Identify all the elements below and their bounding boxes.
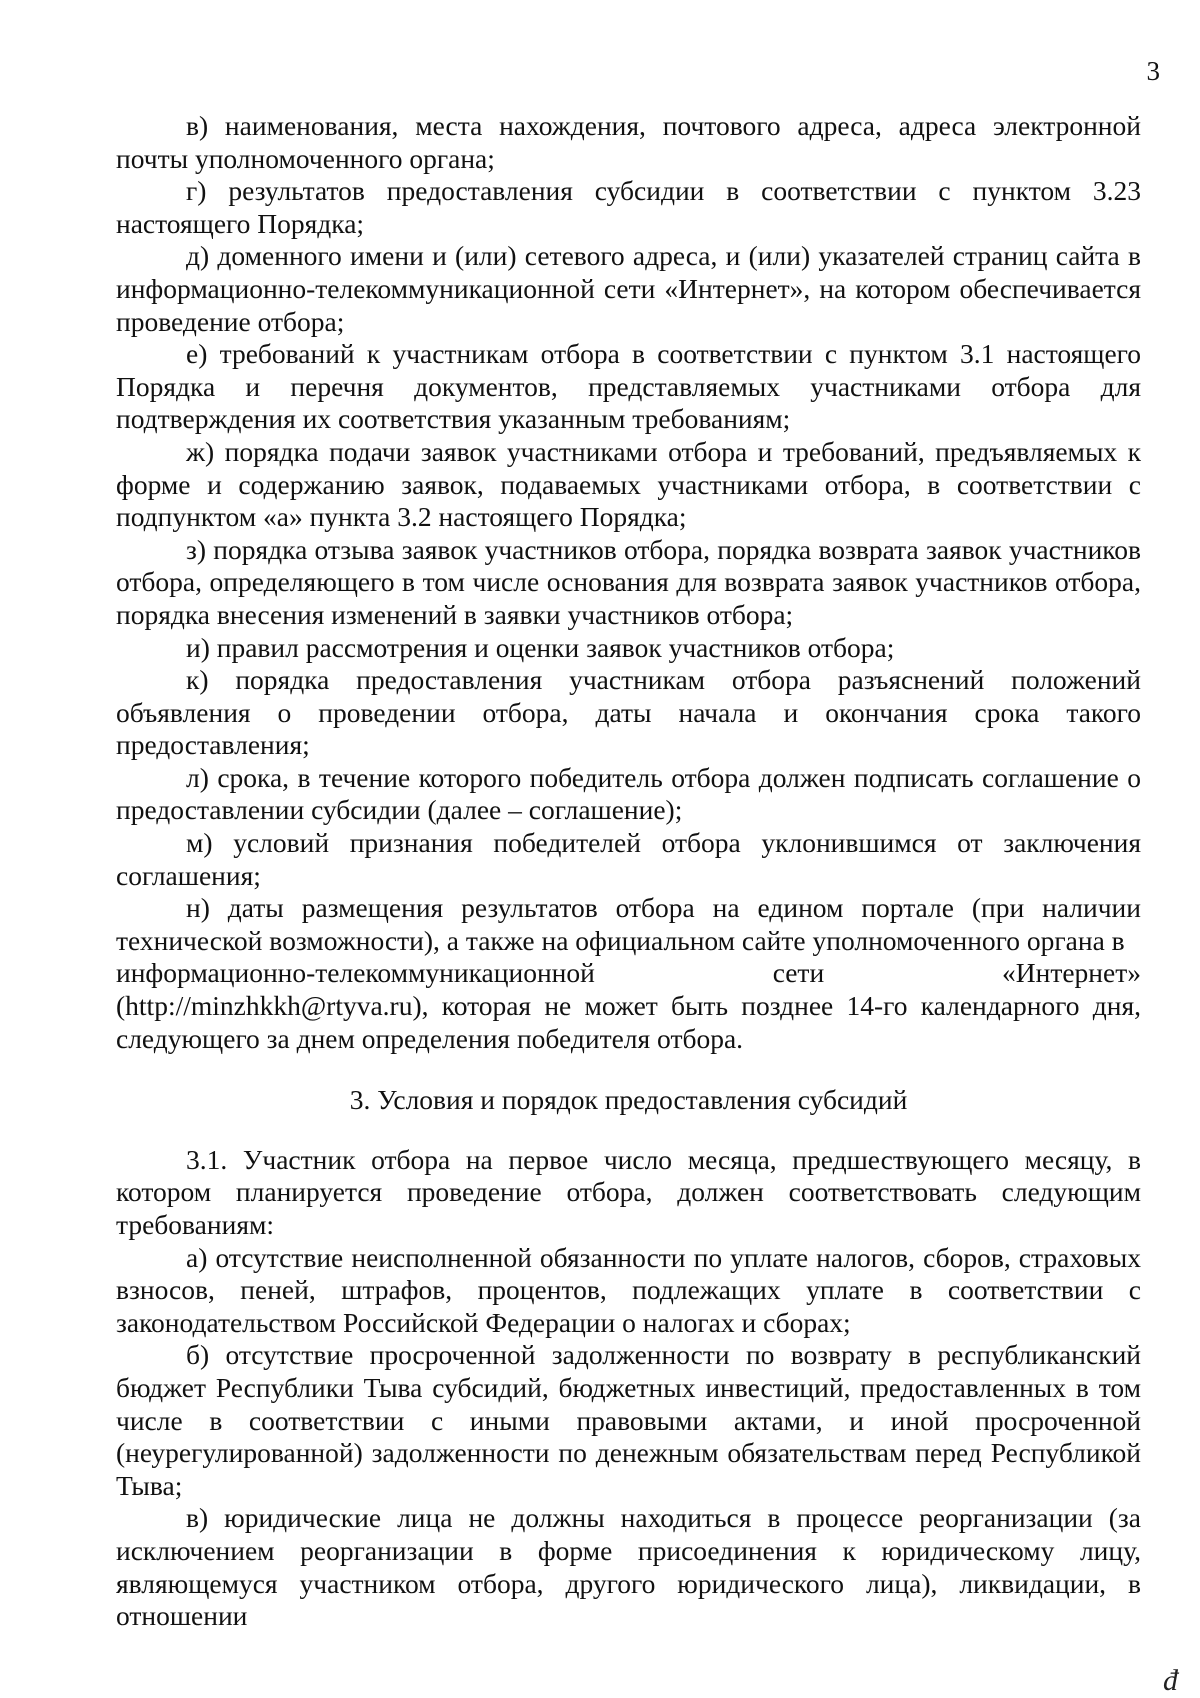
list-item-n [116, 892, 1141, 1055]
section-title: 3. Условия и порядок предоставления субсидий [349, 1084, 908, 1116]
page-number: 3 [1146, 56, 1160, 86]
list-item-g: г) результатов предоставления субсидии в соответствии с пунктом 3.23 настоящего Порядка; [116, 175, 1141, 239]
clause-3-1: 3.1. Участник отбора на первое число месяца, предшествующего месяцу, в котором планируется проведение отбора, должен соответствовать следующим требованиям: [116, 1143, 1141, 1240]
list-item-d: д) доменного имени и (или) сетевого адреса, и (или) указателей страниц сайта в информационно-телекоммуникационной сети «Интернет», на котором обеспечивается проведение отбора; [116, 240, 1141, 337]
list-item-n-part2: (http://minzhkkh@rtyva.ru), которая не может быть позднее 14-го календарного дня, следующего за днем определения победителя отбора. [116, 990, 1141, 1054]
list-item-v: в) наименования, места нахождения, почтового адреса, адреса электронной почты уполномоченного органа; [116, 110, 1141, 174]
spread-word-3: «Интернет» [1002, 957, 1141, 989]
requirement-a: а) отсутствие неисполненной обязанности по уплате налогов, сборов, страховых взносов, пеней, штрафов, процентов, подлежащих уплате в соответствии с законодательством Российской Федерации о налогах и сборах; [116, 1241, 1141, 1338]
list-item-k: к) порядка предоставления участникам отбора разъяснений положений объявления о проведении отбора, даты начала и окончания срока такого предоставления; [116, 664, 1141, 761]
spread-word-1: информационно-телекоммуникационной [116, 957, 595, 989]
handwritten-corner-mark: đ [1163, 1664, 1178, 1697]
spread-word-2: сети [772, 957, 825, 989]
requirement-v: в) юридические лица не должны находиться в процессе реорганизации (за исключением реорганизации в форме присоединения к юридическому лицу, являющемуся участником отбора, другого юридического лица), ликвидации, в отношении [116, 1502, 1141, 1632]
list-item-l: л) срока, в течение которого победитель отбора должен подписать соглашение о предоставлении субсидии (далее – соглашение); [116, 761, 1141, 826]
requirement-b: б) отсутствие просроченной задолженности по возврату в республиканский бюджет Республики Тыва субсидий, бюджетных инвестиций, предоставленных в том числе в соответствии с иными правовыми актами, и иной просроченной (неурегулированной) задолженности по денежным обязательствам перед Республикой Тыва; [116, 1339, 1141, 1501]
list-item-n-part1: н) даты размещения результатов отбора на едином портале (при наличии технической возможности), а также на официальном сайте уполномоченного органа в [116, 892, 1141, 956]
list-item-i: и) правил рассмотрения и оценки заявок участников отбора; [186, 631, 895, 663]
list-item-zh: ж) порядка подачи заявок участниками отбора и требований, предъявляемых к форме и содержанию заявок, подаваемых участниками отбора, в соответствии с подпунктом «а» пункта 3.2 настоящего Порядка; [116, 435, 1141, 533]
list-item-m: м) условий признания победителей отбора уклонившимся от заключения соглашения; [116, 827, 1141, 891]
document-body [116, 110, 1141, 1633]
list-item-e: е) требований к участникам отбора в соответствии с пунктом 3.1 настоящего Порядка и перечня документов, представляемых участниками отбора для подтверждения их соответствия указанным требованиям; [116, 338, 1141, 435]
list-item-n-spread-line [116, 957, 1141, 990]
list-item-z: з) порядка отзыва заявок участников отбора, порядка возврата заявок участников отбора, определяющего в том числе основания для возврата заявок участников отбора, порядка внесения изменений в заявки участников отбора; [116, 533, 1141, 630]
